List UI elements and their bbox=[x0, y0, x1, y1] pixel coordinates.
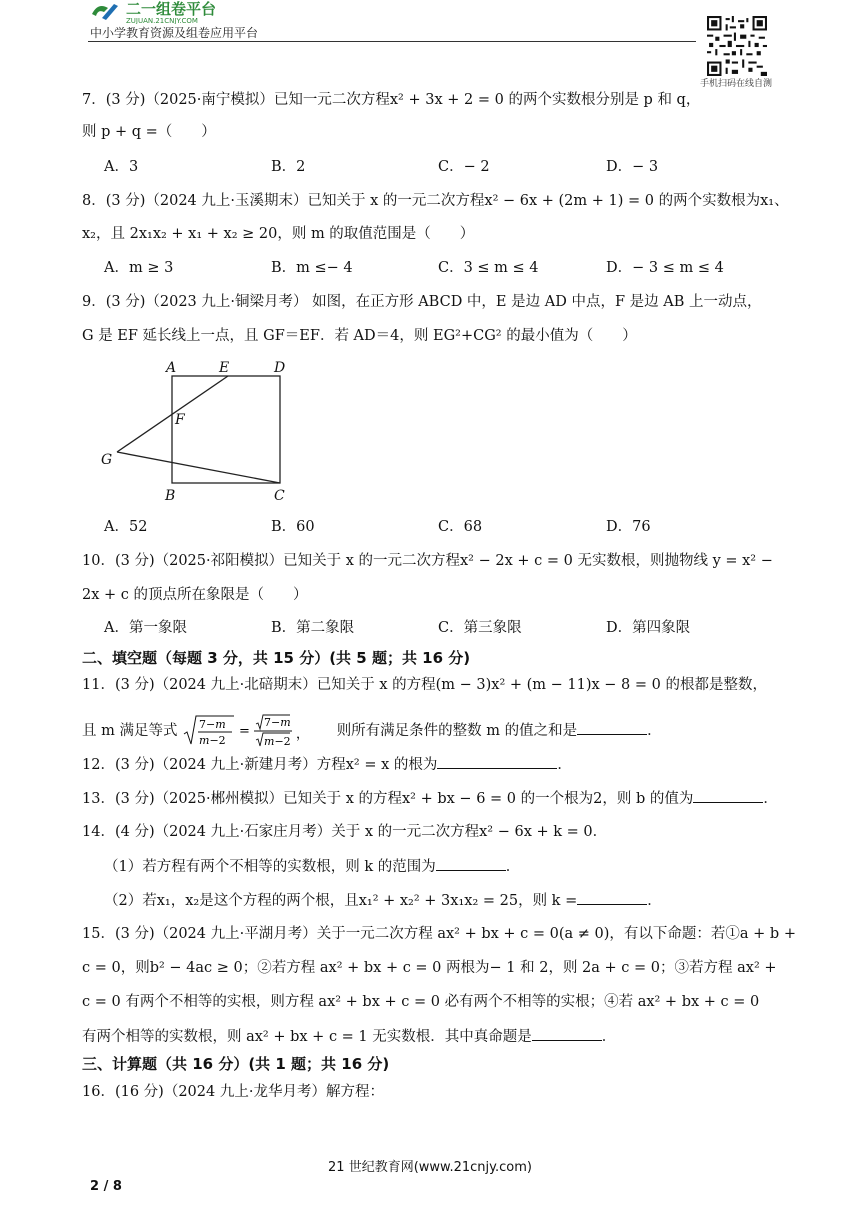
q9-square-figure bbox=[95, 355, 305, 505]
figure-label-f: F bbox=[175, 412, 185, 428]
q10-option-b[interactable]: B．第二象限 bbox=[271, 620, 355, 636]
q8-option-a[interactable]: A．m ≥ 3 bbox=[104, 260, 174, 276]
q14-sub1-text: （1）若方程有两个不相等的实数根，则 k 的范围为 bbox=[104, 859, 436, 875]
q14-sub2-answer-blank[interactable] bbox=[577, 890, 647, 905]
q16-stem: 16．(16 分)（2024 九上·龙华月考）解方程： bbox=[82, 1084, 384, 1100]
q8-stem-line2: x₂，且 2x₁x₂ + x₁ + x₂ ≥ 20，则 m 的取值范围是（ ） bbox=[82, 226, 475, 242]
q7-option-a[interactable]: A．3 bbox=[104, 159, 139, 175]
q12-stem: 12．(3 分)（2024 九上·新建月考）方程x² = x 的根为 ． bbox=[82, 754, 572, 775]
svg-text:7−m: 7−m bbox=[264, 716, 291, 729]
q9-option-d[interactable]: D．76 bbox=[606, 519, 651, 535]
q11-stem-line2: 且 m 满足等式 7−m m−2 = 7−m m−2 ， 则所有满足条件的整数 m 的值之和是 ． bbox=[82, 716, 662, 748]
q12-answer-blank[interactable] bbox=[437, 754, 557, 769]
page-footer: 21 世纪教育网(www.21cnjy.com) bbox=[328, 1160, 532, 1175]
q14-stem-line1: 14．(4 分)（2024 九上·石家庄月考）关于 x 的一元二次方程x² − 6x + k = 0． bbox=[82, 824, 608, 840]
q9-stem-line2: G 是 EF 延长线上一点，且 GF＝EF．若 AD＝4，则 EG²+CG² 的最小值为（ ） bbox=[82, 328, 637, 344]
q7-stem-line1: 7．(3 分)（2025·南宁模拟）已知一元二次方程x² + 3x + 2 = 0 的两个实数根分别是 p 和 q， bbox=[82, 92, 701, 108]
q14-sub2-text: （2）若x₁，x₂是这个方程的两个根，且x₁² + x₂² + 3x₁x₂ = 25，则 k = bbox=[104, 893, 578, 909]
qr-code-icon[interactable] bbox=[707, 16, 767, 76]
q14-sub1-answer-blank[interactable] bbox=[436, 856, 506, 871]
figure-label-c: C bbox=[274, 488, 285, 504]
q10-stem-line2: 2x + c 的顶点所在象限是（ ） bbox=[82, 587, 308, 603]
svg-text:，: ， bbox=[296, 727, 310, 742]
svg-text:m−2: m−2 bbox=[264, 735, 291, 748]
q9-option-a[interactable]: A．52 bbox=[104, 519, 148, 535]
q11-answer-blank[interactable] bbox=[577, 720, 647, 735]
q7-option-b[interactable]: B．2 bbox=[271, 159, 306, 175]
qr-caption: 手机扫码在线自测 bbox=[700, 79, 773, 89]
q15-stem-line4: 有两个相等的实数根，则 ax² + bx + c = 1 无实数根．其中真命题是 ． bbox=[82, 1026, 616, 1047]
q11-stem-line1: 11．(3 分)（2024 九上·北碚期末）已知关于 x 的方程(m − 3)x² + (m − 11)x − 8 = 0 的根都是整数， bbox=[82, 677, 767, 693]
figure-label-g: G bbox=[101, 452, 113, 468]
q9-stem-line1: 9．(3 分)（2023 九上·铜梁月考） 如图，在正方形 ABCD 中，E 是边 AD 中点，F 是边 AB 上一动点， bbox=[82, 294, 762, 310]
header-divider bbox=[88, 41, 696, 42]
q8-option-c[interactable]: C．3 ≤ m ≤ 4 bbox=[438, 260, 539, 276]
q15-answer-blank[interactable] bbox=[532, 1026, 602, 1041]
q13-text: 13．(3 分)（2025·郴州模拟）已知关于 x 的方程x² + bx − 6 = 0 的一个根为2，则 b 的值为 bbox=[82, 791, 694, 807]
logo-url-text: ZUJUAN.21CNJY.COM bbox=[126, 17, 198, 24]
q7-option-d[interactable]: D．− 3 bbox=[606, 159, 659, 175]
section-fill-in-title: 二、填空题（每题 3 分，共 15 分）(共 5 题；共 16 分) bbox=[82, 649, 471, 667]
q9-option-c[interactable]: C．68 bbox=[438, 519, 483, 535]
figure-label-b: B bbox=[165, 488, 176, 504]
q10-option-c[interactable]: C．第三象限 bbox=[438, 620, 522, 636]
page-number: 2 / 8 bbox=[90, 1179, 122, 1194]
platform-logo bbox=[88, 0, 278, 24]
q8-option-b[interactable]: B．m ≤− 4 bbox=[271, 260, 353, 276]
q15-text: 有两个相等的实数根，则 ax² + bx + c = 1 无实数根．其中真命题是 bbox=[82, 1029, 532, 1045]
q11-text-b: 则所有满足条件的整数 m 的值之和是 bbox=[336, 723, 578, 739]
figure-label-a: A bbox=[166, 360, 177, 376]
q10-option-a[interactable]: A．第一象限 bbox=[104, 620, 187, 636]
q14-sub2: （2）若x₁，x₂是这个方程的两个根，且x₁² + x₂² + 3x₁x₂ = 25，则 k = ． bbox=[104, 890, 662, 911]
q11-radical-equation bbox=[182, 714, 332, 748]
q10-option-d[interactable]: D．第四象限 bbox=[606, 620, 691, 636]
q10-stem-line1: 10．(3 分)（2025·祁阳模拟）已知关于 x 的一元二次方程x² − 2x + c = 0 无实数根，则抛物线 y = x² − bbox=[82, 553, 773, 569]
q15-stem-line2: c = 0，则b² − 4ac ≥ 0；②若方程 ax² + bx + c = 0 两根为− 1 和 2，则 2a + c = 0；③若方程 ax² + bbox=[82, 960, 777, 976]
q11-text-a: 且 m 满足等式 bbox=[82, 723, 178, 739]
q15-stem-line1: 15．(3 分)（2024 九上·平湖月考）关于一元二次方程 ax² + bx + c = 0(a ≠ 0)，有以下命题：若①a + b + bbox=[82, 926, 796, 942]
figure-label-d: D bbox=[274, 360, 286, 376]
q8-option-d[interactable]: D．− 3 ≤ m ≤ 4 bbox=[606, 260, 724, 276]
svg-text:m−2: m−2 bbox=[199, 734, 226, 747]
svg-text:7−m: 7−m bbox=[199, 718, 226, 731]
header-subtitle: 中小学教育资源及组卷应用平台 bbox=[90, 26, 259, 40]
figure-label-e: E bbox=[219, 360, 230, 376]
q8-stem-line1: 8．(3 分)（2024 九上·玉溪期末）已知关于 x 的一元二次方程x² − 6x + (2m + 1) = 0 的两个实数根为x₁、 bbox=[82, 193, 789, 209]
q9-option-b[interactable]: B．60 bbox=[271, 519, 315, 535]
q15-stem-line3: c = 0 有两个不相等的实根，则方程 ax² + bx + c = 0 必有两个不相等的实根；④若 ax² + bx + c = 0 bbox=[82, 994, 760, 1010]
q13-stem: 13．(3 分)（2025·郴州模拟）已知关于 x 的方程x² + bx − 6 = 0 的一个根为2，则 b 的值为 ． bbox=[82, 788, 778, 809]
q13-answer-blank[interactable] bbox=[693, 788, 763, 803]
q12-text: 12．(3 分)（2024 九上·新建月考）方程x² = x 的根为 bbox=[82, 757, 438, 773]
q7-option-c[interactable]: C．− 2 bbox=[438, 159, 490, 175]
q14-sub1: （1）若方程有两个不相等的实数根，则 k 的范围为 ． bbox=[104, 856, 520, 877]
q7-stem-line2: 则 p + q =（ ） bbox=[82, 124, 216, 140]
svg-text:=: = bbox=[239, 724, 250, 739]
logo-text: 二一组卷平台 bbox=[126, 0, 217, 18]
section-calculation-title: 三、计算题（共 16 分）(共 1 题；共 16 分) bbox=[82, 1055, 390, 1073]
